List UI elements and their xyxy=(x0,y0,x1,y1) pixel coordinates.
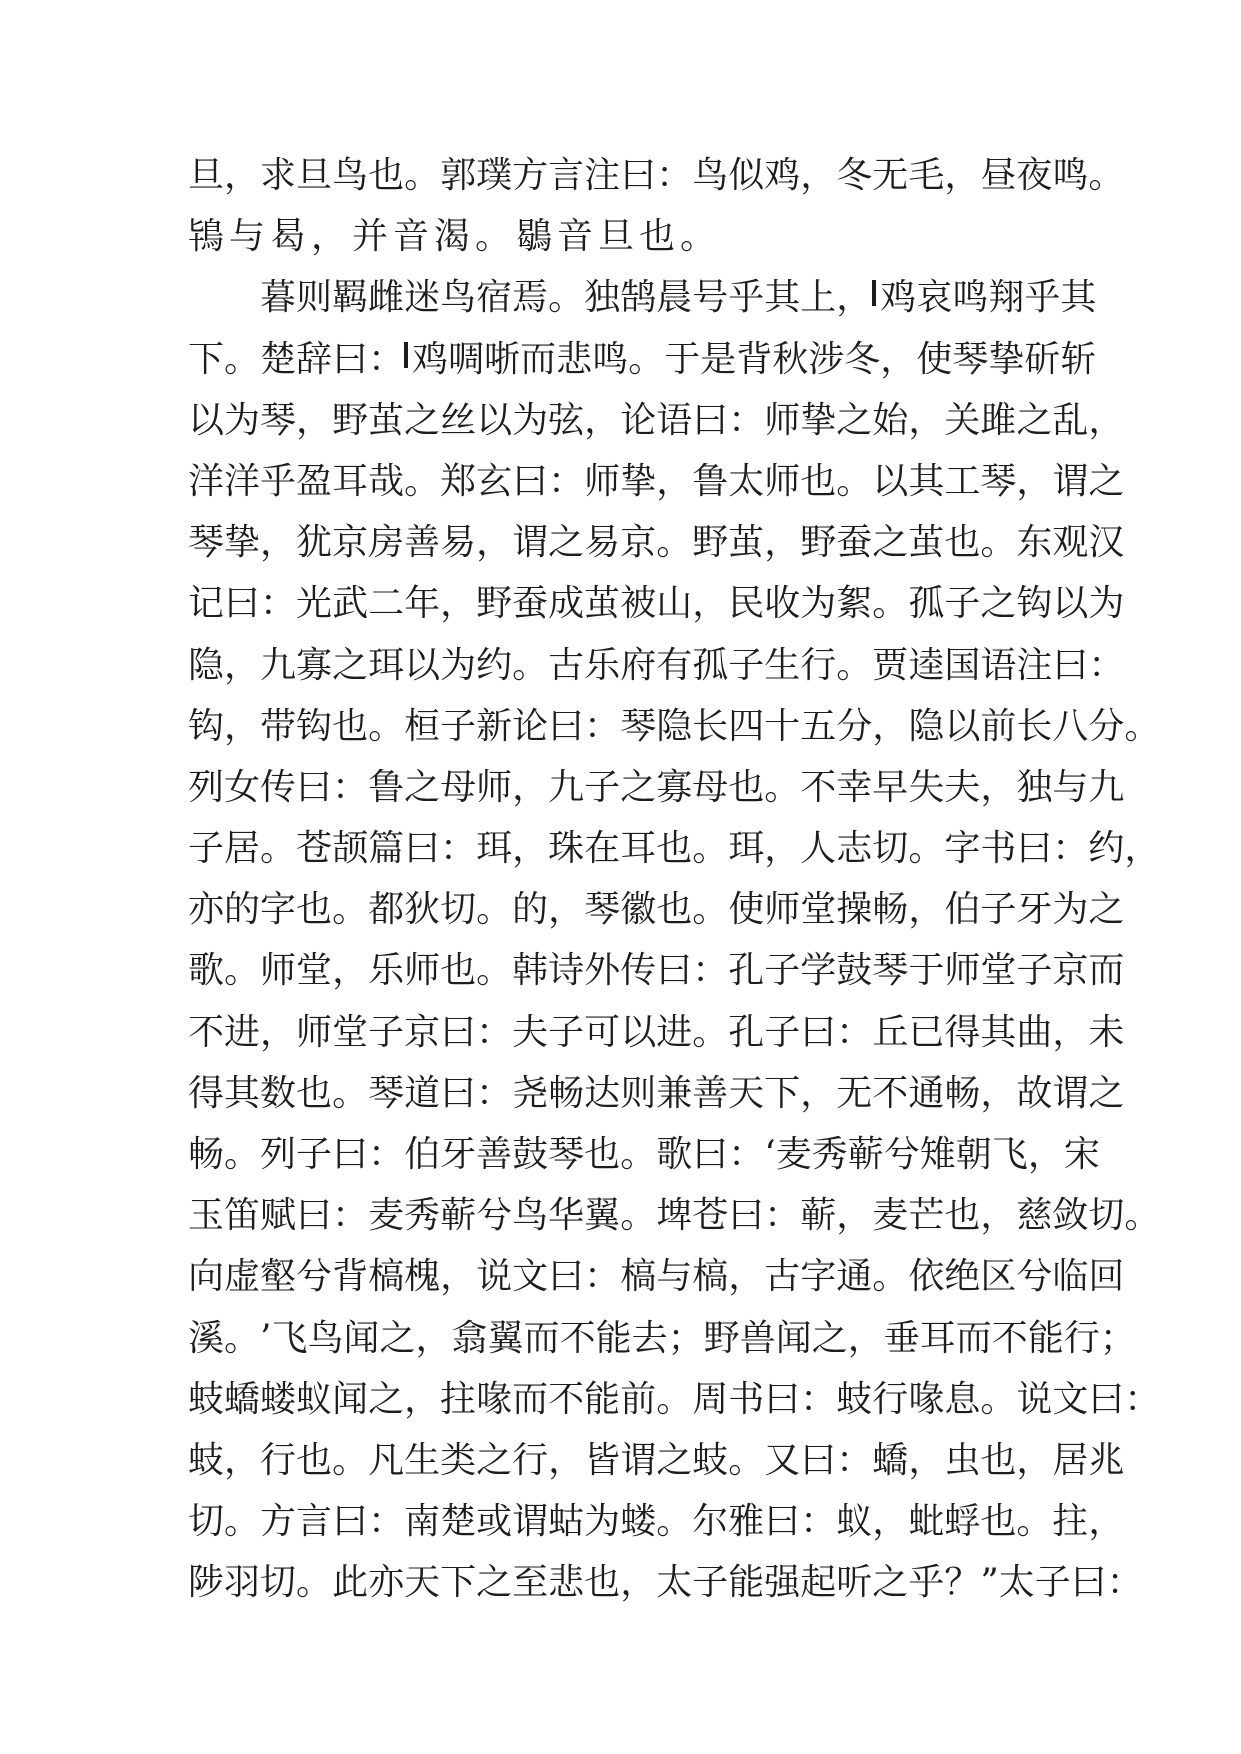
text-line: 子 居 。 苍 颉 篇 曰 ： 珥 ， 珠 在 耳 也 。 珥 ， 人 志 切 。 字 书 曰 ： 约 ， xyxy=(188,828,1161,870)
missing-character-box xyxy=(404,342,408,368)
text-line: 洋 洋 乎 盈 耳 哉 。 郑 玄 曰 ： 师 挚 ， 鲁 太 师 也 。 以 其 工 琴 ， 谓 之 xyxy=(188,460,1125,502)
text-line: 以 为 琴 ， 野 茧 之 丝 以 为 弦 ， 论 语 曰 ： 师 挚 之 始 ， 关 雎 之 乱 ， xyxy=(188,399,1125,441)
text-line: 暮 则 羁 雌 迷 鸟 宿 焉 。 独 鹄 晨 号 乎 其 上 ， 鸡 哀 鸣 翔 乎 其 xyxy=(260,277,1097,319)
text-line: 琴 挚 ， 犹 京 房 善 易 ， 谓 之 易 京 。 野 茧 ， 野 蚕 之 茧 也 。 东 观 汉 xyxy=(188,522,1125,564)
text-line: 记 曰 ： 光 武 二 年 ， 野 蚕 成 茧 被 山 ， 民 收 为 絮 。 孤 子 之 钩 以 为 xyxy=(188,583,1125,625)
text-line: 陟 羽 切 。 此 亦 天 下 之 至 悲 也 ， 太 子 能 强 起 听 之 乎 ？ ” 太 子 曰 ： xyxy=(188,1562,1143,1604)
text-line: 玉 笛 赋 曰 ： 麦 秀 蕲 兮 鸟 华 翼 。 埤 苍 曰 ： 蕲 ， 麦 芒 也 ， 慈 敛 切 。 xyxy=(188,1195,1161,1237)
text-line: 亦 的 字 也 。 都 狄 切 。 的 ， 琴 徽 也 。 使 师 堂 操 畅 ， 伯 子 牙 为 之 xyxy=(188,889,1125,931)
missing-character-box xyxy=(872,280,876,306)
text-line: 钩 ， 带 钩 也 。 桓 子 新 论 曰 ： 琴 隐 长 四 十 五 分 ， 隐 以 前 长 八 分 。 xyxy=(188,705,1161,747)
text-line: 歌 。 师 堂 ， 乐 师 也 。 韩 诗 外 传 曰 ： 孔 子 学 鼓 琴 于 师 堂 子 京 而 xyxy=(188,950,1125,992)
text-line: 蚑 ， 行 也 。 凡 生 类 之 行 ， 皆 谓 之 蚑 。 又 曰 ： 蟜 ， 虫 也 ， 居 兆 xyxy=(188,1439,1125,1481)
text-line: 溪 。 ’ 飞 鸟 闻 之 ， 翕 翼 而 不 能 去 ； 野 兽 闻 之 ， 垂 耳 而 不 能 行 ； xyxy=(188,1317,1136,1359)
text-line: 列 女 传 曰 ： 鲁 之 母 师 ， 九 子 之 寡 母 也 。 不 幸 早 失 夫 ， 独 与 九 xyxy=(188,766,1125,808)
text-line: 鴇与曷，并音渴。鶡音旦也。 xyxy=(188,216,722,258)
text-line: 不 进 ， 师 堂 子 京 曰 ： 夫 子 可 以 进 。 孔 子 曰 ： 丘 已 得 其 曲 ， 未 xyxy=(188,1011,1125,1053)
text-line: 切 。 方 言 曰 ： 南 楚 或 谓 蛄 为 蝼 。 尔 雅 曰 ： 蚁 ， 蚍 蜉 也 。 拄 ， xyxy=(188,1501,1125,1543)
text-line: 得 其 数 也 。 琴 道 曰 ： 尧 畅 达 则 兼 善 天 下 ， 无 不 通 畅 ， 故 谓 之 xyxy=(188,1072,1125,1114)
text-line: 向 虚 壑 兮 背 槁 槐 ， 说 文 曰 ： 槁 与 槁 ， 古 字 通 。 依 绝 区 兮 临 回 xyxy=(188,1256,1125,1298)
text-line: 下 。 楚 辞 曰 ： 鸡 啁 哳 而 悲 鸣 。 于 是 背 秋 涉 冬 ， 使 琴 挚 斫 斩 xyxy=(188,338,1097,380)
text-line: 隐 ， 九 寡 之 珥 以 为 约 。 古 乐 府 有 孤 子 生 行 。 贾 逵 国 语 注 曰 ： xyxy=(188,644,1125,686)
body-text xyxy=(188,155,1161,1627)
text-line: 蚑 蟜 蝼 蚁 闻 之 ， 拄 喙 而 不 能 前 。 周 书 曰 ： 蚑 行 喙 息 。 说 文 曰 ： xyxy=(188,1378,1161,1420)
text-line: 畅 。 列 子 曰 ： 伯 牙 善 鼓 琴 也 。 歌 曰 ： ‘ 麦 秀 蕲 兮 雉 朝 飞 ， 宋 xyxy=(188,1134,1100,1175)
text-line: 旦 ， 求 旦 鸟 也 。 郭 璞 方 言 注 曰 ： 鸟 似 鸡 ， 冬 无 毛 ， 昼 夜 鸣 。 xyxy=(188,155,1125,196)
